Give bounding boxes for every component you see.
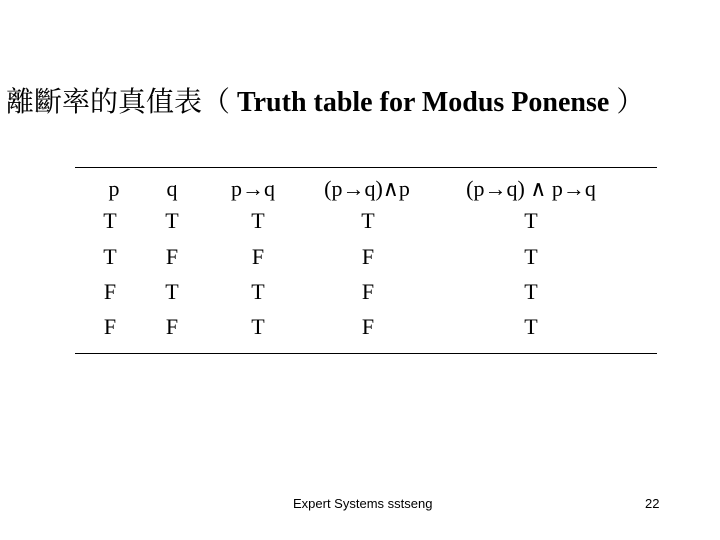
table-cell: T: [251, 208, 265, 233]
table-cell: F: [165, 314, 179, 339]
table-cell: T: [103, 244, 117, 269]
table-bottom-rule: [75, 353, 657, 354]
table-cell: F: [361, 279, 375, 304]
table-cell: F: [361, 244, 375, 269]
table-cell: F: [103, 314, 117, 339]
table-cell: T: [103, 208, 117, 233]
footer-text: Expert Systems sstseng: [293, 496, 433, 511]
slide-title: [6, 80, 644, 120]
header-implication-and-p: (p→q)∧p: [324, 176, 410, 201]
title-chinese: 離斷率的真值表（: [6, 87, 231, 118]
table-cell: T: [524, 208, 538, 233]
table-top-rule: [75, 167, 657, 168]
table-cell: F: [251, 244, 265, 269]
table-cell: T: [524, 279, 538, 304]
table-cell: T: [524, 314, 538, 339]
title-close-paren: ）: [616, 87, 645, 118]
table-cell: F: [165, 244, 179, 269]
table-cell: F: [103, 279, 117, 304]
table-cell: T: [165, 208, 179, 233]
table-cell: T: [361, 208, 375, 233]
table-cell: T: [251, 279, 265, 304]
title-english: Truth table for Modus Ponense: [237, 87, 610, 118]
header-p: p: [108, 176, 120, 201]
page-number: 22: [645, 496, 660, 511]
header-p-implies-q: p→q: [231, 176, 275, 201]
table-cell: T: [165, 279, 179, 304]
header-q: q: [166, 176, 178, 201]
table-cell: T: [524, 244, 538, 269]
table-cell: F: [361, 314, 375, 339]
header-modus-ponens: (p→q) ∧ p→q: [466, 176, 596, 201]
table-cell: T: [251, 314, 265, 339]
